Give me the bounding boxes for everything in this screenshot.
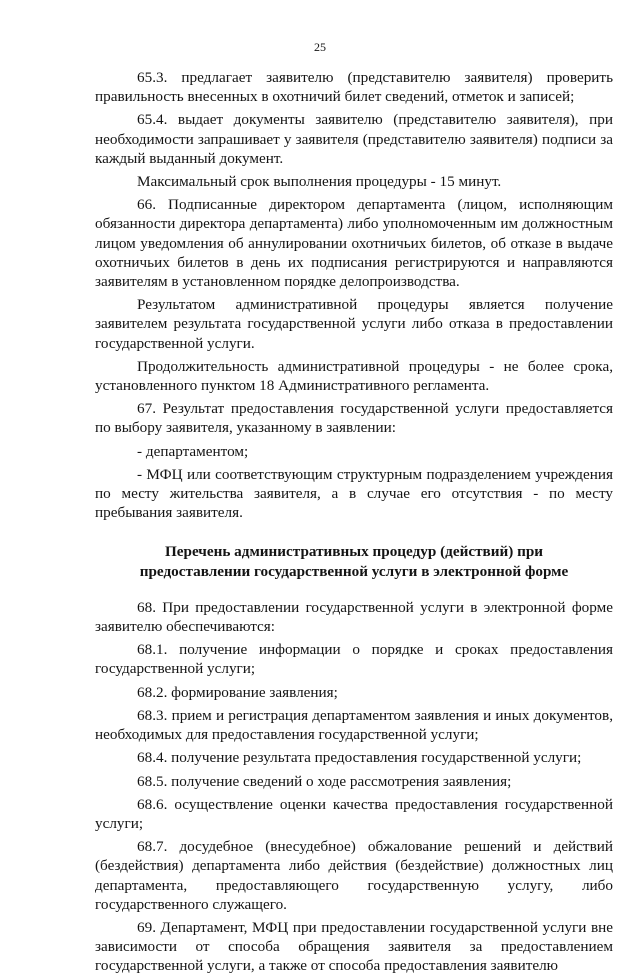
paragraph-67: 67. Результат предоставления государственной услуги предоставляется по выбору заявителя, указанному в заявлении: bbox=[95, 400, 613, 437]
section-title-line-2: предоставлении государственной услуги в электронной форме bbox=[139, 562, 569, 580]
paragraph-66: 66. Подписанные директором департамента (лицом, исполняющим обязанности директора департамента) либо уполномоченным им должностным лицом уведомления об аннулировании охотничьих билетов, об отказе в выдаче охотничьих билетов в день их подписания регистрируются и направляются заявителям в установленном порядке делопроизводства. bbox=[95, 196, 613, 291]
paragraph-68-6: 68.6. осуществление оценки качества предоставления государственной услуги; bbox=[95, 795, 613, 832]
section-title bbox=[95, 542, 613, 580]
paragraph-65-3: 65.3. предлагает заявителю (представителю заявителя) проверить правильность внесенных в охотничий билет сведений, отметок и записей; bbox=[95, 69, 613, 106]
paragraph-68-7: 68.7. досудебное (внесудебное) обжалование решений и действий (бездействия) департамента либо действия (бездействие) должностных лиц департамента, предоставляющего государственную услугу, либо государственного служащего. bbox=[95, 838, 613, 913]
paragraph-65-4: 65.4. выдает документы заявителю (представителю заявителя), при необходимости запрашивает у заявителя (представителю заявителя) подписи за каждый выданный документ. bbox=[95, 111, 613, 167]
section-title-line-1: Перечень административных процедур (действий) при bbox=[164, 543, 544, 561]
paragraph-68: 68. При предоставлении государственной услуги в электронной форме заявителю обеспечиваются: bbox=[95, 598, 613, 636]
paragraph-68-3: 68.3. прием и регистрация департаментом заявления и иных документов, необходимых для предоставления государственной услуги; bbox=[95, 706, 613, 744]
paragraph-68-4: 68.4. получение результата предоставления государственной услуги; bbox=[137, 749, 582, 767]
page-number: 25 bbox=[314, 40, 326, 54]
document-body bbox=[95, 68, 613, 976]
paragraph-max-duration: Максимальный срок выполнения процедуры - 15 минут. bbox=[137, 173, 502, 191]
paragraph-69: 69. Департамент, МФЦ при предоставлении государственной услуги вне зависимости от способа обращения заявителя за предоставлением государственной услуги, а также от способа предоставления заявителю bbox=[95, 918, 613, 975]
paragraph-procedure-result: Результатом административной процедуры является получение заявителем результата государственной услуги либо отказа в предоставлении государственной услуги. bbox=[95, 296, 613, 352]
paragraph-68-5: 68.5. получение сведений о ходе рассмотрения заявления; bbox=[137, 772, 512, 790]
list-item-mfc: - МФЦ или соответствующим структурным подразделением учреждения по месту жительства заявителя, а в случае его отсутствия - по месту пребывания заявителя. bbox=[95, 465, 613, 522]
paragraph-68-2: 68.2. формирование заявления; bbox=[137, 683, 338, 701]
paragraph-68-1: 68.1. получение информации о порядке и сроках предоставления государственной услуги; bbox=[95, 641, 613, 678]
list-item-department: - департаментом; bbox=[137, 442, 249, 460]
paragraph-procedure-duration: Продолжительность административной процедуры - не более срока, установленного пунктом 18 Административного регламента. bbox=[95, 357, 613, 395]
